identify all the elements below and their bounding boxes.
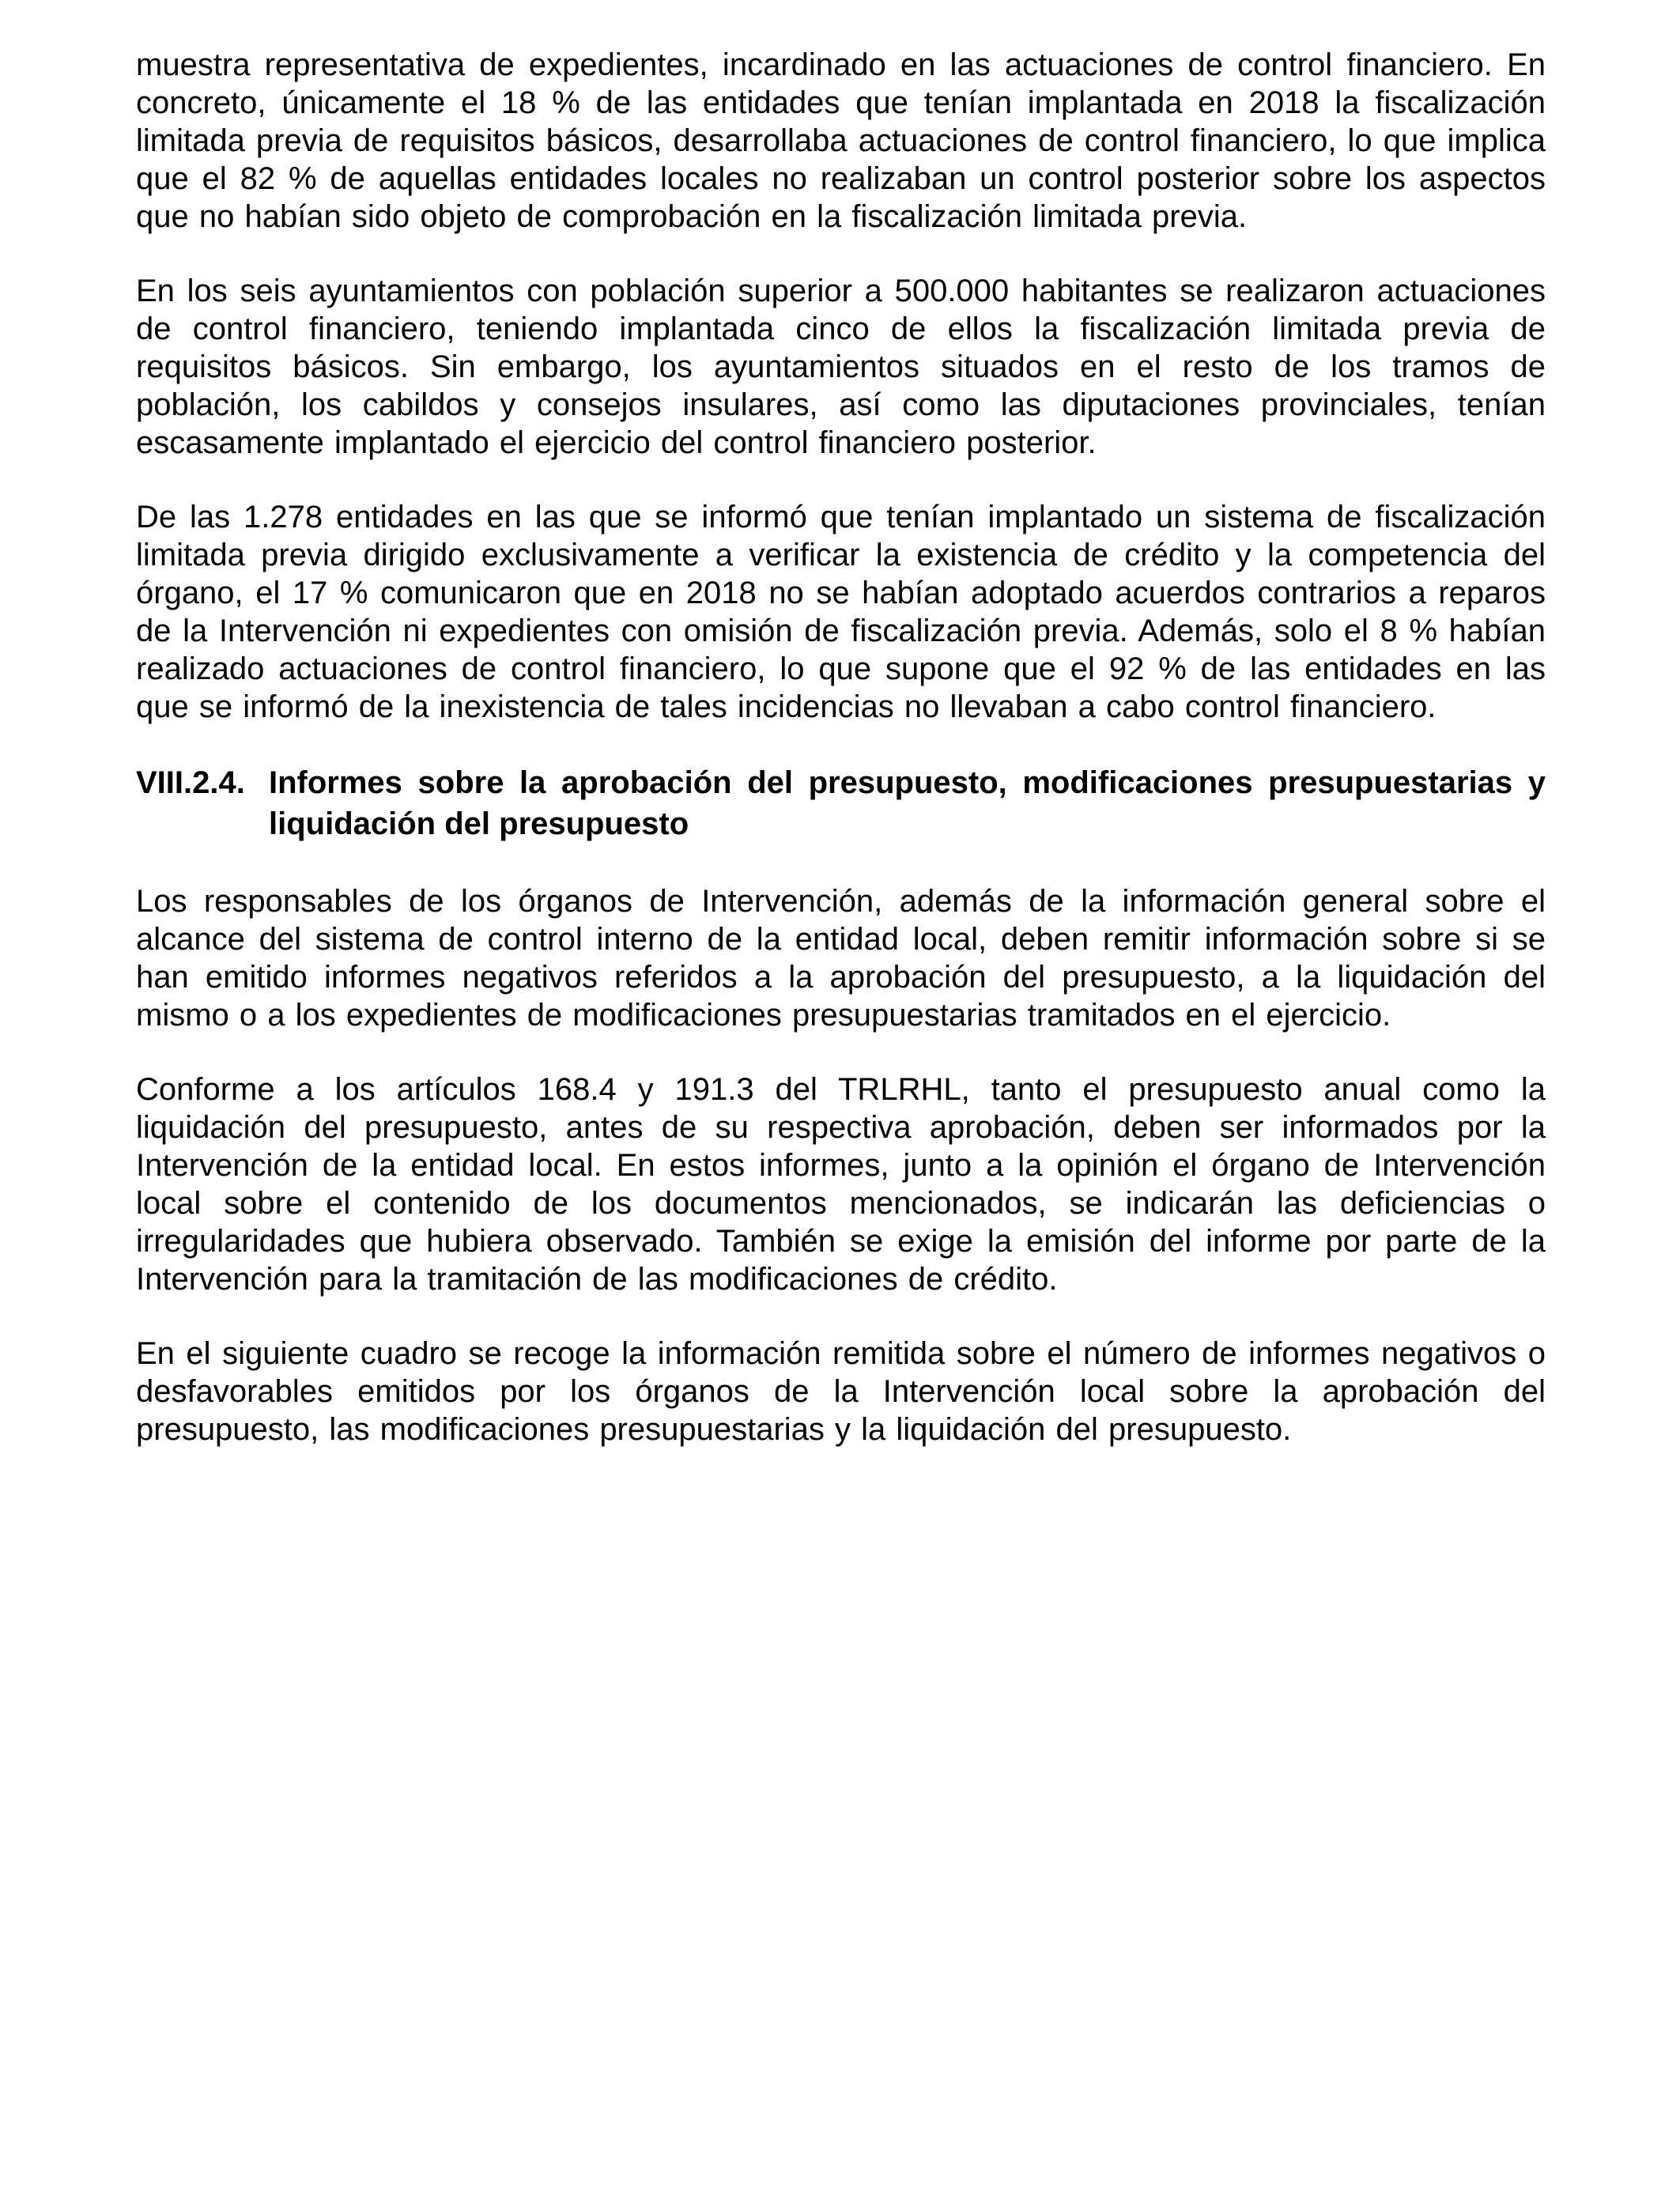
paragraph-ayuntamientos-500000: En los seis ayuntamientos con población superior a 500.000 habitantes se realizaron actuaciones de control financiero, teniendo implantada cinco de ellos la fiscalización limitada previa de requisitos básicos. Sin embargo, los ayuntamientos situados en el resto de los tramos de población, los cabildos y consejos insulares, así como las diputaciones provinciales, tenían escasamente implantado el ejercicio del control financiero posterior.: [136, 274, 1546, 460]
paragraph-continuation-control-financiero: muestra representativa de expedientes, incardinado en las actuaciones de control financiero. En concreto, únicamente el 18 % de las entidades que tenían implantada en 2018 la fiscalización limitada previa de requisitos básicos, desarrollaba actuaciones de control financiero, lo que implica que el 82 % de aquellas entidades locales no realizaban un control posterior sobre los aspectos que no habían sido objeto de comprobación en la fiscalización limitada previa.: [136, 47, 1546, 234]
paragraph-responsables-organos: Los responsables de los órganos de Intervención, además de la información general sobre el alcance del sistema de control interno de la entidad local, deben remitir información sobre si se han emitido informes negativos referidos a la aprobación del presupuesto, a la liquidación del mismo o a los expedientes de modificaciones presupuestarias tramitados en el ejercicio.: [136, 884, 1546, 1033]
paragraph-siguiente-cuadro: En el siguiente cuadro se recoge la información remitida sobre el número de informes negativos o desfavorables emitidos por los órganos de la Intervención local sobre la aprobación del presupuesto, las modificaciones presupuestarias y la liquidación del presupuesto.: [136, 1336, 1546, 1447]
section-heading-number: VIII.2.4.: [136, 765, 245, 800]
section-heading-viii-2-4: [136, 762, 1546, 844]
section-heading-title: Informes sobre la aprobación del presupuesto, modificaciones presupuestarias y liquidación del presupuesto: [269, 765, 1546, 841]
paragraph-1278-entidades: De las 1.278 entidades en las que se informó que tenían implantado un sistema de fiscalización limitada previa dirigido exclusivamente a verificar la existencia de crédito y la competencia del órgano, el 17 % comunicaron que en 2018 no se habían adoptado acuerdos contrarios a reparos de la Intervención ni expedientes con omisión de fiscalización previa. Además, solo el 8 % habían realizado actuaciones de control financiero, lo que supone que el 92 % de las entidades en las que se informó de la inexistencia de tales incidencias no llevaban a cabo control financiero.: [136, 500, 1546, 724]
paragraph-articulos-trlrhl: Conforme a los artículos 168.4 y 191.3 del TRLRHL, tanto el presupuesto anual como la liquidación del presupuesto, antes de su respectiva aprobación, deben ser informados por la Intervención de la entidad local. En estos informes, junto a la opinión el órgano de Intervención local sobre el contenido de los documentos mencionados, se indicarán las deficiencias o irregularidades que hubiera observado. También se exige la emisión del informe por parte de la Intervención para la tramitación de las modificaciones de crédito.: [136, 1072, 1546, 1297]
